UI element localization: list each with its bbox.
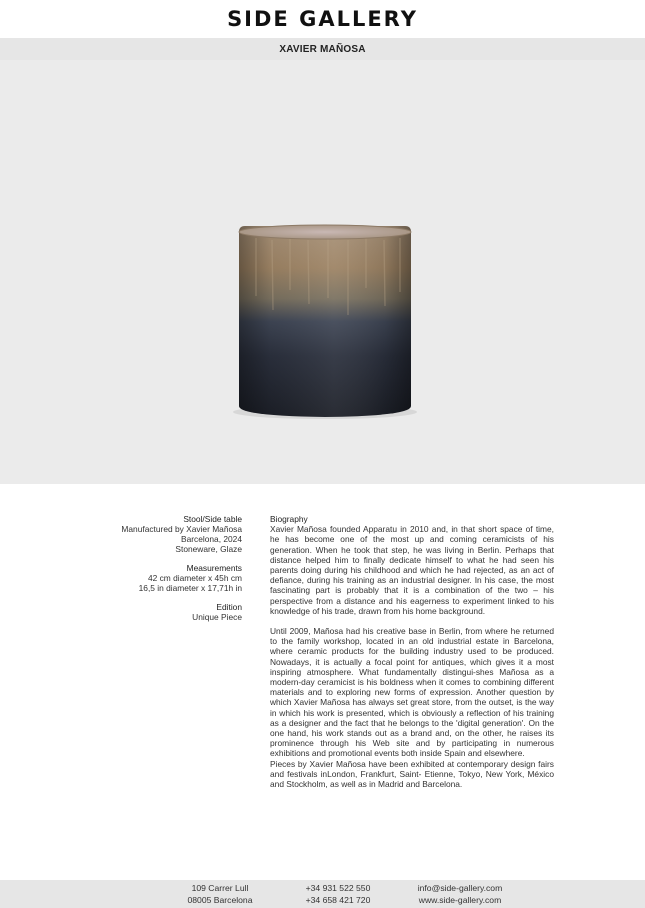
spec-line: Barcelona, 2024 bbox=[181, 534, 242, 544]
biography bbox=[270, 514, 554, 789]
biography-paragraph: Until 2009, Mañosa had his creative base in Berlin, from where he returned to the family workshop, located in an old industrial estate in Barcelona, where ceramic products for the building industry used to be produced. Nowadays, it is actually a focal point for antiques, which gives it a most inspiring atmosphere. What fundamentally distingui-shes Mañosa as a modern-day ceramicist is his boldness when it comes to combining different materials and to exploring new forms of expression. Another question by which Xavier Mañosa has always set great store, from the outset, is the way in which his work is presented, which is obviously a reflection of his training as a designer and the fact that he belongs to the 'digital generation'. On the one hand, his work stands out as a brand and, on the other, he raises its prominence through his Web site and by participating in numerous exhibitions and promotional events both inside Spain and elsewhere. bbox=[270, 626, 554, 759]
footer-contact bbox=[410, 883, 510, 906]
spec-line: Manufactured by Xavier Mañosa bbox=[121, 524, 242, 534]
website-link[interactable]: www.side-gallery.com bbox=[418, 894, 502, 905]
artist-name-bar bbox=[0, 38, 645, 60]
footer-phones bbox=[288, 883, 388, 906]
edition-title: Edition bbox=[216, 602, 242, 612]
footer-address bbox=[170, 883, 270, 906]
gallery-brand: SIDE GALLERY bbox=[227, 7, 418, 31]
address-line: 08005 Barcelona bbox=[187, 894, 253, 905]
product-specs bbox=[80, 514, 242, 622]
biography-paragraph: Xavier Mañosa founded Apparatu in 2010 and, in that short space of time, he has become one of the most up and coming ceramicists of his generation. When he took that step, he was living in Berlin. Perhaps that distance helped him to finally dedicate himself to what he had seen his parents doing during his childhood and which he had rejected, as an act of defiance, during his training as an industrial designer. In his case, the most fascinating part is probably that it is a combination of the two – his perspective from a distance and his eagerness to experiment linked to his knowledge of his trade, drawn from his home background. bbox=[270, 524, 554, 616]
spec-title: Stool/Side table bbox=[183, 514, 242, 524]
footer bbox=[0, 880, 645, 908]
address-line: 109 Carrer Lull bbox=[191, 883, 249, 893]
measurement-line: 16,5 in diameter x 17,71h in bbox=[138, 583, 242, 593]
phone-link[interactable]: +34 931 522 550 bbox=[305, 883, 371, 893]
measurements-title: Measurements bbox=[186, 563, 242, 573]
biography-paragraph: Pieces by Xavier Mañosa have been exhibited at contemporary design fairs and festivals inLondon, Frankfurt, Saint- Etienne, Tokyo, New York, México and Stockholm, as well as in Madrid and Barcelona. bbox=[270, 758, 554, 790]
biography-title: Biography bbox=[270, 514, 308, 524]
email-link[interactable]: info@side-gallery.com bbox=[417, 883, 503, 893]
artist-name: XAVIER MAÑOSA bbox=[279, 43, 366, 55]
product-photo bbox=[0, 60, 645, 484]
measurement-line: 42 cm diameter x 45h cm bbox=[147, 573, 242, 583]
phone-link[interactable]: +34 658 421 720 bbox=[305, 894, 371, 905]
ceramic-stool-photo bbox=[0, 60, 645, 484]
edition-value: Unique Piece bbox=[192, 612, 242, 622]
spec-line: Stoneware, Glaze bbox=[175, 544, 242, 554]
